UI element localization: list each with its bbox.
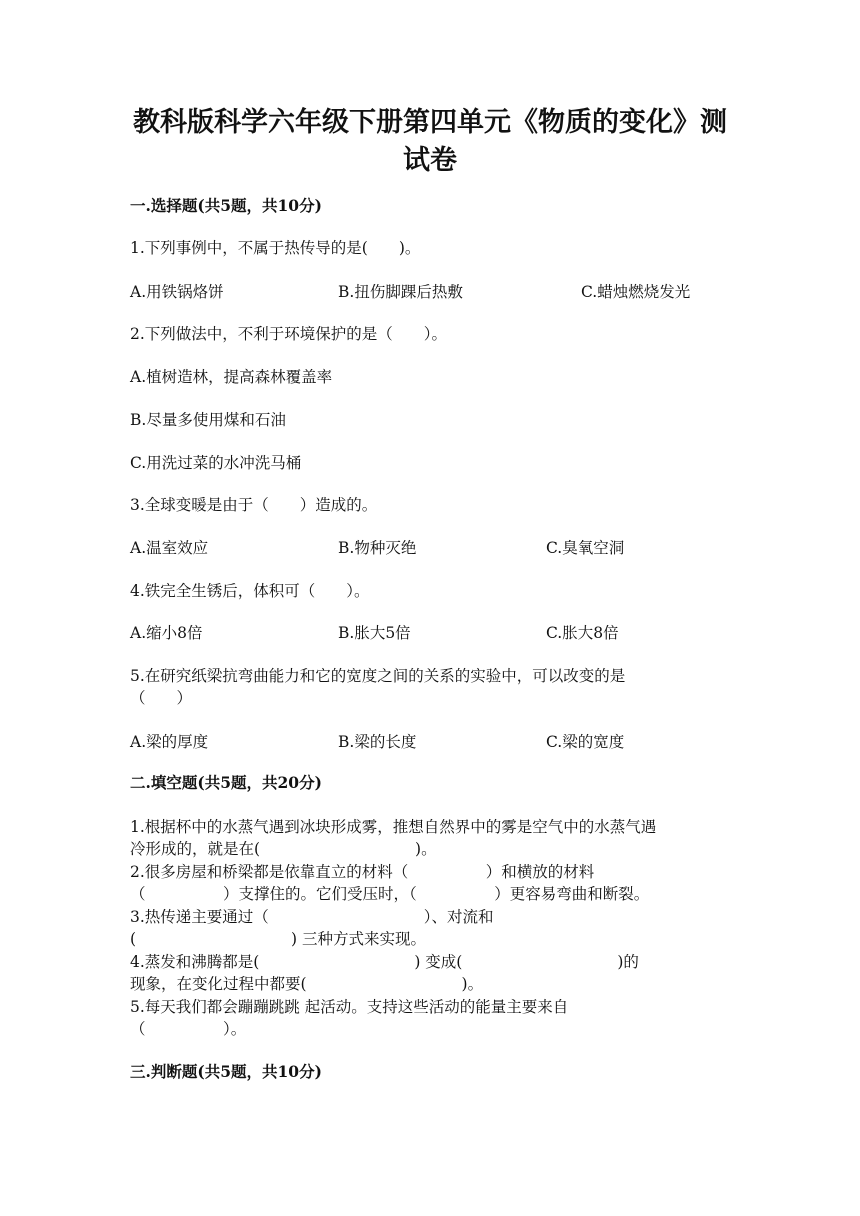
fill-line: 现象，在变化过程中都要( )。 — [130, 975, 484, 993]
question-5-stem-line-2: （ ） — [130, 689, 193, 707]
question-4-stem: 4.铁完全生锈后，体积可（ ）。 — [130, 582, 370, 600]
question-3-stem: 3.全球变暖是由于（ ）造成的。 — [130, 496, 378, 514]
question-5-stem-line-1: 5.在研究纸梁抗弯曲能力和它的宽度之间的关系的实验中，可以改变的是 — [130, 667, 626, 685]
title-line-1: 教科版科学六年级下册第四单元《物质的变化》测 — [133, 107, 727, 138]
question-1-option-c: C.蜡烛燃烧发光 — [581, 283, 691, 301]
question-2-option-b: B.尽量多使用煤和石油 — [130, 411, 286, 429]
section-heading-choice: 一.选择题(共5题，共10分) — [130, 196, 322, 215]
question-3-option-a: A.温室效应 — [130, 539, 209, 557]
fill-line: 2.很多房屋和桥梁都是依靠直立的材料（ ）和横放的材料 — [130, 863, 595, 881]
question-2-stem: 2.下列做法中，不利于环境保护的是（ ）。 — [130, 325, 448, 343]
fill-line: 4.蒸发和沸腾都是( ) 变成( )的 — [130, 953, 639, 971]
question-5-option-b: B.梁的长度 — [338, 733, 417, 751]
question-4-option-b: B.胀大5倍 — [338, 624, 411, 642]
fill-line: 3.热传递主要通过（ ）、对流和 — [130, 908, 494, 926]
section-heading-fill-blank: 二.填空题(共5题，共20分) — [130, 773, 322, 792]
title-line-2: 试卷 — [403, 145, 457, 176]
question-5-option-c: C.梁的宽度 — [546, 733, 625, 751]
question-2-option-c: C.用洗过菜的水冲洗马桶 — [130, 454, 302, 472]
question-3-option-b: B.物种灭绝 — [338, 539, 417, 557]
question-5-option-a: A.梁的厚度 — [130, 733, 209, 751]
question-1-option-a: A.用铁锅烙饼 — [130, 283, 224, 301]
question-1-option-b: B.扭伤脚踝后热敷 — [338, 283, 463, 301]
fill-line: 1.根据杯中的水蒸气遇到冰块形成雾，推想自然界中的雾是空气中的水蒸气遇 — [130, 818, 657, 836]
question-2-option-a: A.植树造林，提高森林覆盖率 — [130, 368, 333, 386]
question-4-option-a: A.缩小8倍 — [130, 624, 203, 642]
question-3-option-c: C.臭氧空洞 — [546, 539, 625, 557]
fill-line: 冷形成的，就是在( )。 — [130, 840, 437, 858]
fill-line: ( ) 三种方式来实现。 — [130, 930, 427, 948]
fill-line: （ ）。 — [130, 1020, 247, 1038]
exam-title — [100, 104, 760, 180]
question-4-option-c: C.胀大8倍 — [546, 624, 619, 642]
question-1-stem: 1.下列事例中，不属于热传导的是( )。 — [130, 239, 421, 257]
fill-line: 5.每天我们都会蹦蹦跳跳 起活动。支持这些活动的能量主要来自 — [130, 998, 569, 1016]
fill-line: （ ）支撑住的。它们受压时，（ ）更容易弯曲和断裂。 — [130, 885, 650, 903]
section-heading-true-false: 三.判断题(共5题，共10分) — [130, 1062, 322, 1081]
